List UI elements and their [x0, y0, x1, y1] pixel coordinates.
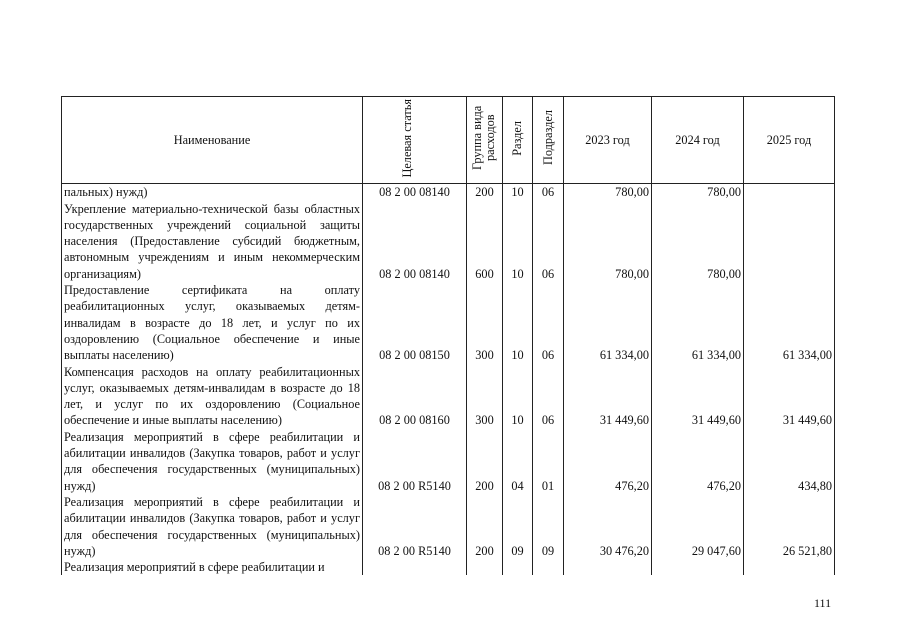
header-year-2024: 2024 год [652, 97, 744, 184]
row-name: Предоставление сертификата на оплату реабилитационных услуг, оказываемых детям-инвалидам в возрасте до 18 лет, и услуг по их оздоровлению (Социальное обеспечение и иные выплаты населению) [62, 282, 363, 363]
row-value-2024: 780,00 [652, 184, 744, 201]
row-expense-group: 300 [467, 282, 503, 363]
row-target-article: 08 2 00 08140 [363, 184, 467, 201]
row-section: 10 [503, 364, 533, 429]
budget-table [61, 96, 835, 575]
table-row [62, 201, 835, 282]
table-row [62, 184, 835, 201]
row-value-2025 [744, 184, 835, 201]
row-name: Реализация мероприятий в сфере реабилитации и абилитации инвалидов (Закупка товаров, работ и услуг для обеспечения государственных (муниципальных) нужд) [62, 429, 363, 494]
row-section [503, 559, 533, 575]
row-value-2025 [744, 201, 835, 282]
row-subsection: 06 [533, 201, 564, 282]
row-name: Укрепление материально-технической базы областных государственных учреждений социальной защиты населения (Предоставление субсидий бюджетным, автономным учреждениям и иным некоммерческим организациям) [62, 201, 363, 282]
row-expense-group: 200 [467, 184, 503, 201]
header-year-2023: 2023 год [564, 97, 652, 184]
row-subsection [533, 559, 564, 575]
row-section: 10 [503, 184, 533, 201]
row-value-2025 [744, 559, 835, 575]
row-value-2024 [652, 559, 744, 575]
row-name: пальных) нужд) [62, 184, 363, 201]
row-target-article [363, 559, 467, 575]
row-value-2025: 434,80 [744, 429, 835, 494]
row-section: 09 [503, 494, 533, 559]
row-target-article: 08 2 00 R5140 [363, 429, 467, 494]
row-value-2025: 61 334,00 [744, 282, 835, 363]
row-target-article: 08 2 00 08160 [363, 364, 467, 429]
header-section: Раздел [503, 97, 533, 184]
row-expense-group [467, 559, 503, 575]
page-number: 111 [814, 596, 832, 610]
header-expense-group: Группа вида расходов [467, 97, 503, 184]
row-expense-group: 300 [467, 364, 503, 429]
row-subsection: 06 [533, 364, 564, 429]
table-row [62, 494, 835, 559]
row-name: Компенсация расходов на оплату реабилитационных услуг, оказываемых детям-инвалидам в возрасте до 18 лет, и услуг по их оздоровлению (Социальное обеспечение и иные выплаты населению) [62, 364, 363, 429]
row-subsection: 09 [533, 494, 564, 559]
row-section: 10 [503, 282, 533, 363]
row-value-2023: 61 334,00 [564, 282, 652, 363]
header-name: Наименование [62, 97, 363, 184]
row-name: Реализация мероприятий в сфере реабилитации и [62, 559, 363, 575]
table-row [62, 559, 835, 575]
row-value-2024: 29 047,60 [652, 494, 744, 559]
table-row [62, 282, 835, 363]
row-expense-group: 600 [467, 201, 503, 282]
row-expense-group: 200 [467, 494, 503, 559]
row-section: 04 [503, 429, 533, 494]
row-target-article: 08 2 00 08140 [363, 201, 467, 282]
row-value-2023: 476,20 [564, 429, 652, 494]
row-value-2025: 31 449,60 [744, 364, 835, 429]
row-expense-group: 200 [467, 429, 503, 494]
row-target-article: 08 2 00 R5140 [363, 494, 467, 559]
row-value-2024: 31 449,60 [652, 364, 744, 429]
row-value-2023: 780,00 [564, 201, 652, 282]
row-subsection: 01 [533, 429, 564, 494]
row-name: Реализация мероприятий в сфере реабилитации и абилитации инвалидов (Закупка товаров, работ и услуг для обеспечения государственных (муниципальных) нужд) [62, 494, 363, 559]
row-value-2023: 31 449,60 [564, 364, 652, 429]
row-value-2025: 26 521,80 [744, 494, 835, 559]
row-target-article: 08 2 00 08150 [363, 282, 467, 363]
row-value-2023 [564, 559, 652, 575]
row-subsection: 06 [533, 184, 564, 201]
row-value-2023: 780,00 [564, 184, 652, 201]
row-value-2024: 476,20 [652, 429, 744, 494]
row-value-2024: 780,00 [652, 201, 744, 282]
table-row [62, 364, 835, 429]
table-row [62, 429, 835, 494]
row-subsection: 06 [533, 282, 564, 363]
header-target-article: Целевая статья [363, 97, 467, 184]
header-subsection: Подраздел [533, 97, 564, 184]
header-year-2025: 2025 год [744, 97, 835, 184]
row-value-2023: 30 476,20 [564, 494, 652, 559]
row-value-2024: 61 334,00 [652, 282, 744, 363]
row-section: 10 [503, 201, 533, 282]
table-header-row [62, 97, 835, 184]
